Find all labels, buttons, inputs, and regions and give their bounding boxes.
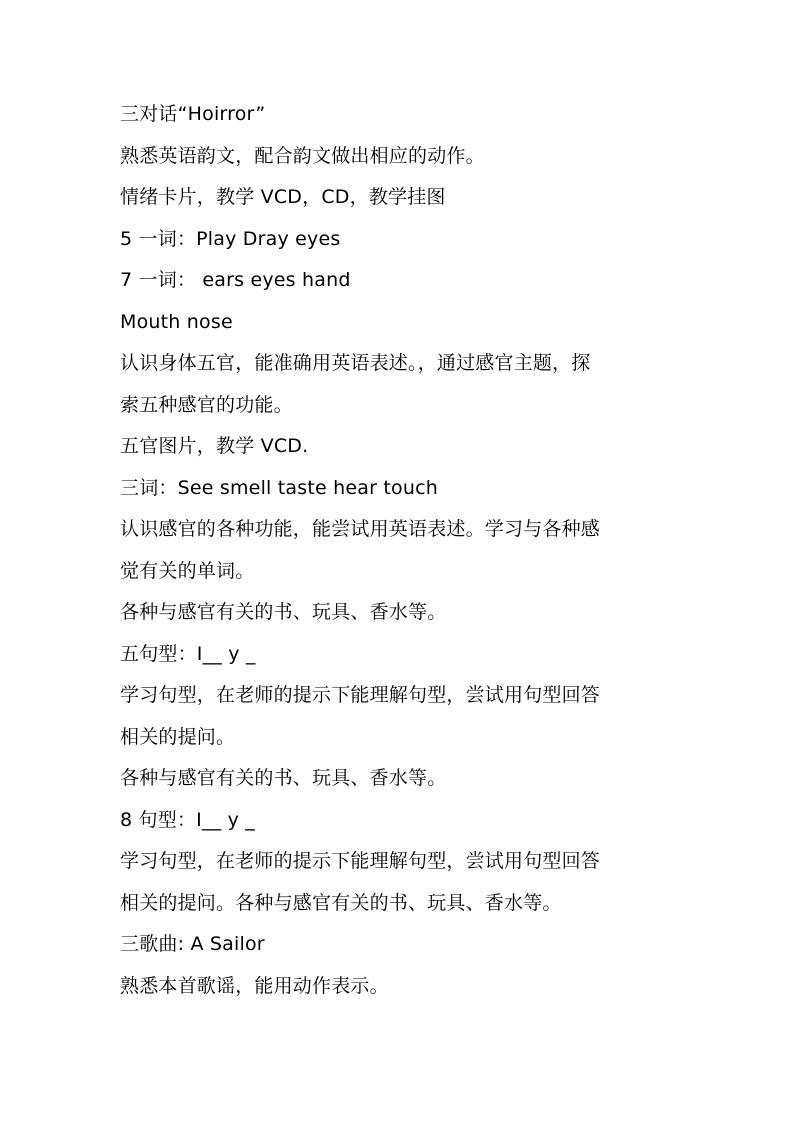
- text-line: 五句型：I__ y _: [120, 642, 256, 665]
- text-line: 相关的提问。各种与感官有关的书、玩具、香水等。: [120, 891, 562, 914]
- text-line: 五官图片，教学 VCD.: [120, 435, 309, 457]
- text-line: 三歌曲: A Sailor: [120, 933, 265, 955]
- text-line: 三对话“Hoirror”: [120, 103, 266, 125]
- text-line: 情绪卡片，教学 VCD，CD，教学挂图: [120, 186, 446, 208]
- text-line: 认识身体五官，能准确用英语表述。，通过感官主题，探: [120, 352, 591, 374]
- text-line: 认识感官的各种功能，能尝试用英语表述。学习与各种感: [120, 518, 601, 540]
- text-line: 索五种感官的功能。: [120, 393, 293, 416]
- text-line: 熟悉本首歌谣，能用动作表示。: [120, 974, 389, 997]
- text-line: Mouth nose: [120, 310, 233, 333]
- text-line: 学习句型，在老师的提示下能理解句型，尝试用句型回答: [120, 684, 601, 706]
- text-line: 觉有关的单词。: [120, 559, 255, 582]
- text-line: 8 句型：I__ y _: [120, 808, 255, 831]
- text-line: 各种与感官有关的书、玩具、香水等。: [120, 601, 447, 623]
- text-line: 三词：See smell taste hear touch: [120, 476, 438, 499]
- text-line: 7 一词： ears eyes hand: [120, 269, 351, 291]
- text-line: 学习句型，在老师的提示下能理解句型，尝试用句型回答: [120, 850, 601, 872]
- text-line: 5 一词：Play Dray eyes: [120, 227, 341, 250]
- document-body: [120, 94, 680, 1007]
- text-line: 各种与感官有关的书、玩具、香水等。: [120, 767, 447, 789]
- text-line: 相关的提问。: [120, 725, 236, 748]
- text-line: 熟悉英语韵文，配合韵文做出相应的动作。: [120, 144, 485, 167]
